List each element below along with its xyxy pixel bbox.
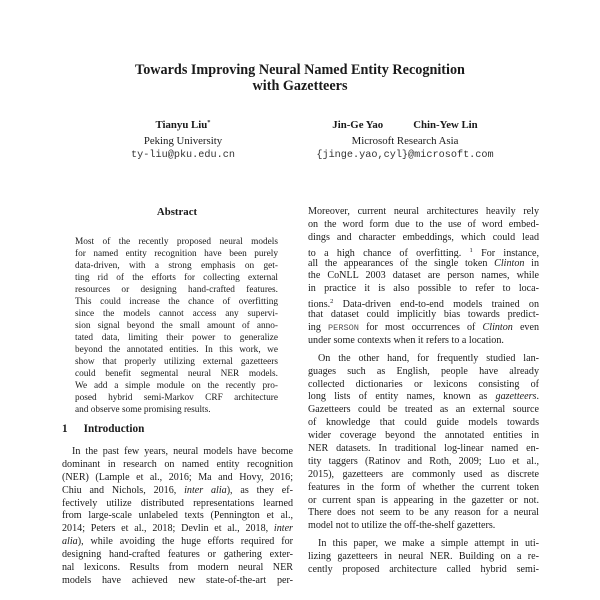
text-line (75, 260, 278, 272)
text-line (308, 353, 539, 366)
text-segment: This could increase the chance of overfitting (75, 297, 278, 307)
author-name-row (113, 119, 253, 135)
text-line (308, 379, 539, 392)
text-line (62, 523, 293, 536)
text-line (308, 309, 539, 322)
text-line (308, 482, 539, 495)
text-segment: collected dictionaries or lexicons consisting of (308, 378, 539, 390)
text-segment: wider coverage beyond the annotated entities in (308, 430, 539, 442)
text-segment: . (536, 391, 539, 403)
text-segment: dings and character embeddings, which could lead (308, 231, 539, 243)
author-footnote-mark: * (207, 119, 211, 126)
text-segment: For instance, (472, 247, 539, 258)
text-segment: models have achieved new state-of-the-art per- (62, 574, 293, 586)
text-segment: (NER) (Lample et al., 2016; Ma and Hovy, 2016; (62, 471, 293, 483)
author-block-1 (113, 119, 253, 161)
abstract-heading: Abstract (156, 206, 198, 218)
text-segment: In this paper, we make a simple attempt in uti- (318, 538, 539, 550)
text-line (308, 404, 539, 417)
paper-title-line-1: Towards Improving Neural Named Entity Recognition (135, 62, 465, 78)
text-line (308, 391, 539, 404)
text-line (75, 320, 278, 332)
text-line (75, 236, 278, 248)
text-segment: beyond the annotated entities. In this work, we (75, 345, 278, 355)
text-segment: under some contexts when it refers to a location. (308, 334, 504, 346)
author-affiliation: Microsoft Research Asia (351, 135, 459, 147)
author-block-2 (290, 119, 520, 161)
text-segment: ting rid of the efforts for collecting external (75, 273, 278, 283)
text-segment: lizing gazetteers in neural NER. Building on a re- (308, 551, 539, 563)
author-names-row (290, 119, 520, 135)
text-segment: of knowledge that could guide models towards (308, 417, 539, 429)
text-segment: Moreover, current neural architectures heavily rely (308, 206, 539, 217)
text-line (75, 284, 278, 296)
text-segment: for most occurrences of (358, 322, 483, 334)
text-segment: Clinton (494, 257, 525, 269)
text-segment: ), while avoiding the huge efforts required for (77, 536, 293, 548)
text-line (308, 232, 539, 245)
text-line (75, 392, 278, 404)
text-segment: guages such as English, people have already (308, 365, 539, 377)
text-line (62, 485, 293, 498)
text-segment: since the models cannot access any supervi- (75, 309, 278, 319)
text-line (308, 270, 539, 283)
text-line (308, 417, 539, 430)
text-line (62, 446, 293, 459)
text-segment: There does not seem to be any reason for a neural (308, 507, 539, 519)
intro-right-column (308, 206, 539, 577)
text-segment: sion signal beyond the small amount of anno- (75, 321, 278, 331)
text-line (308, 443, 539, 456)
text-segment: the CoNLL 2003 dataset are person names, while (308, 270, 539, 282)
text-segment: ), as they ef- (226, 484, 293, 496)
text-line (75, 248, 278, 260)
text-line (75, 332, 278, 344)
text-segment: tions. (308, 299, 331, 310)
text-line (308, 366, 539, 379)
text-segment: designing hand-crafted features or gathering exter- (62, 549, 293, 561)
text-segment: long lists of entity names, known as (308, 391, 496, 403)
text-segment: tity taggers (Ratinov and Roth, 2009; Luo et al., (308, 455, 539, 467)
text-segment: posed hybrid semi-Markov CRF architecture (75, 393, 278, 403)
author-email[interactable]: {jinge.yao,cyl}@microsoft.com (316, 150, 494, 161)
text-line (62, 562, 293, 575)
text-line (308, 335, 539, 348)
text-line (75, 356, 278, 368)
text-line (62, 575, 293, 588)
author-name: Tianyu Liu (155, 119, 208, 131)
text-line (62, 498, 293, 511)
text-segment: features in the form of whether the current token (308, 481, 539, 493)
text-segment: to a high chance of overfitting. (308, 247, 470, 258)
text-line (308, 322, 539, 335)
text-segment: on the word form due to the use of word embed- (308, 218, 539, 230)
text-segment: NER datasets. In traditional log-linear named en- (308, 443, 539, 455)
text-segment: for named entity recognition have been purely (75, 249, 278, 259)
text-line (62, 510, 293, 523)
text-segment: show that properly utilizing external gazetteers (75, 357, 278, 367)
paper-title-line-2: with Gazetteers (252, 78, 348, 94)
text-segment: On the other hand, for frequently studied lan- (318, 352, 539, 364)
text-segment: inter alia (184, 484, 227, 496)
author-email[interactable]: ty-liu@pku.edu.cn (131, 150, 235, 161)
text-line (75, 404, 278, 416)
text-line (62, 472, 293, 485)
text-line (75, 344, 278, 356)
text-segment: fectively utilize distributed representations learned (62, 497, 293, 509)
text-segment: alia (62, 536, 78, 548)
text-segment: resources or designing hand-crafted features. (75, 285, 278, 295)
text-segment: in (524, 257, 539, 269)
text-segment: gazetteers (495, 391, 537, 403)
abstract-body (75, 236, 278, 416)
text-line (75, 308, 278, 320)
author-name: Jin-Ge Yao (332, 119, 384, 131)
text-segment: nal lexicons. Results from modern neural NER (62, 562, 293, 574)
text-line (308, 456, 539, 469)
intro-left-column (62, 446, 293, 588)
text-segment: even (512, 322, 539, 334)
text-segment: and observe some promising results. (75, 405, 211, 415)
text-segment: Gazetteers could be treated as an external source (308, 404, 539, 416)
text-line (308, 538, 539, 551)
section-heading-introduction (62, 423, 144, 435)
text-line (308, 551, 539, 564)
author-name: Chin-Yew Lin (413, 119, 478, 131)
text-segment: or current span is appearing in the gazetter or not. (308, 494, 539, 506)
footnote-marker[interactable]: 2 (330, 298, 334, 306)
text-line (75, 296, 278, 308)
text-line (62, 459, 293, 472)
text-line (308, 520, 539, 533)
section-number: 1 (62, 423, 68, 435)
text-line (62, 549, 293, 562)
author-affiliation: Peking University (143, 135, 223, 147)
text-line (308, 495, 539, 508)
text-line (308, 296, 539, 309)
text-line (308, 469, 539, 482)
text-segment: in practice it is also possible to refer to loca- (308, 283, 539, 295)
text-line (308, 430, 539, 443)
text-segment: from large-scale unlabeled texts (Pennington et al., (62, 510, 293, 522)
text-line (62, 536, 293, 549)
text-segment: Chiu and Nichols, 2016, (62, 484, 185, 496)
text-segment: data-driven, with a strong emphasis on get- (75, 261, 278, 271)
text-line (308, 283, 539, 296)
text-line (75, 272, 278, 284)
text-segment: We add a simple module on the recently pro- (75, 381, 278, 391)
text-line (308, 564, 539, 577)
text-segment: In the past few years, neural models have become (72, 446, 293, 457)
text-segment: 2015), gazetteers are commonly used as discrete (308, 468, 539, 480)
text-segment: dominant in research on named entity recognition (62, 458, 293, 470)
text-segment: PERSON (328, 323, 359, 334)
text-line (75, 380, 278, 392)
text-segment: tated data, limiting their power to generalize (75, 333, 278, 343)
text-segment: inter (273, 523, 293, 535)
text-segment: that dataset could implicitly bias towards predict- (308, 309, 539, 321)
text-line (308, 245, 539, 258)
section-title: Introduction (83, 423, 145, 435)
text-segment: ing (308, 322, 329, 334)
footnote-marker[interactable]: 1 (469, 246, 473, 254)
text-segment: model not to utilize the off-the-shelf gazetters. (308, 520, 496, 532)
text-segment: cently proposed architecture called hybrid semi- (308, 564, 539, 576)
text-line (75, 368, 278, 380)
text-segment: Data-driven end-to-end models trained on (333, 299, 539, 310)
text-segment: could benefit segmental neural NER models. (75, 369, 278, 379)
text-segment: 2014; Peters et al., 2018; Devlin et al., 2018, (62, 523, 274, 535)
text-segment: Most of the recently proposed neural models (75, 237, 278, 247)
text-segment: all the appearances of the single token (308, 257, 495, 269)
text-line (308, 258, 539, 271)
text-line (308, 219, 539, 232)
text-line (308, 206, 539, 219)
text-line (308, 507, 539, 520)
text-segment: Clinton (482, 322, 513, 334)
